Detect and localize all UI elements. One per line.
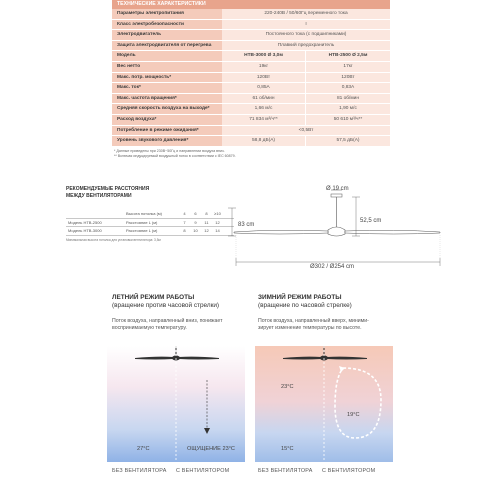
distances-value: 14 [215,228,220,233]
distances-row [66,219,234,228]
distances-value: 12 [204,228,209,233]
spec-row [112,30,390,41]
summer-desc-line: воспринимаемую температуру. [112,325,187,331]
distances-note: Минимальная высота потолка для установки вентилятора: 3,5м [66,237,161,242]
spec-row [112,115,390,126]
spec-row-label: Макс. частота вращения* [112,94,222,104]
spec-table-title: ТЕХНИЧЕСКИЕ ХАРАКТЕРИСТИКИ [112,0,390,9]
spec-row [112,51,390,62]
spec-row-value-htv2500: 1,90 м/с [306,104,390,114]
distances-row [66,210,234,219]
winter-subtitle: (вращение по часовой стрелке) [258,302,352,309]
spec-row-label: Потребление в режиме ожидания* [112,126,222,136]
spec-row-value-htv3000: 0,85А [222,83,306,93]
summer-subtitle: (вращение против часовой стрелки) [112,302,220,309]
fan-dimension-drawing [228,178,448,278]
dim-blade-span: Ø302 / Ø254 cm [310,264,355,270]
fan-outline [228,178,448,278]
spec-row-value-htv3000: 19кг [222,62,306,72]
distances-value: 9 [194,219,197,225]
summer-caption-right: С ВЕНТИЛЯТОРОМ [176,468,230,474]
spec-row-label: Модель [112,51,222,61]
spec-note: * Данные приведены при 230В~50Гц и направлении воздуха вниз. [114,148,225,153]
distances-value: 4 [183,211,186,216]
summer-description [112,318,262,332]
distances-value: 8 [205,211,208,216]
spec-row-value-htv2500: 57,5 дБ(А) [306,136,390,146]
spec-row-value-htv3000: 61 об/мин [222,94,306,104]
spec-row-label: Защита электродвигателя от перегрева [112,41,222,51]
distances-param: Расстояние L (м) [126,219,158,225]
spec-row [112,94,390,105]
winter-desc-line: Поток воздуха, направленный вверх, миними- [258,318,369,324]
spec-row-label: Средняя скорость воздуха на выходе* [112,104,222,114]
spec-row-label: Электродвигатель [112,30,222,40]
dim-top-diameter: Ø 19 cm [326,186,349,192]
dim-total-height: 83 cm [238,222,255,228]
winter-desc-line: зирует изменение температуры по высоте. [258,325,362,331]
spec-row [112,41,390,52]
spec-row-value-htv3000: 71 834 м³/ч** [222,115,306,125]
spec-row-value-htv3000: НТВ-3000 Ø 3,0м [222,51,306,61]
spec-row-label: Вес нетто [112,62,222,72]
distances-model: Модель НТВ-3000 [68,228,102,233]
summer-temp-left: 27°C [137,446,150,452]
spec-table [112,0,390,159]
spec-row-label: Макс. потр. мощность* [112,73,222,83]
summer-fan-illustration [107,346,245,462]
distances-table [66,210,234,242]
winter-fan-illustration [255,346,393,462]
distances-value: 10 [193,228,198,233]
spec-row-value-htv2500: 0,83А [306,83,390,93]
spec-row [112,62,390,73]
spec-note: ** Включая индуцируемый воздушный поток в соответствии с IEC 60879. [114,153,236,158]
spec-row-value: Постоянного тока (с подшипниками) [222,30,390,40]
spec-row-value-htv3000: 120Вт [222,73,306,83]
spec-row [112,20,390,31]
spec-row [112,126,390,137]
winter-caption-right: С ВЕНТИЛЯТОРОМ [322,468,376,474]
spec-notes [112,149,390,159]
spec-row-label: Параметры электропитания [112,9,222,19]
spec-row-value-htv2500: 50 610 м³/ч** [306,115,390,125]
winter-description [258,318,408,332]
distances-param: Высота потолка (м) [126,211,162,216]
spec-row [112,104,390,115]
spec-row [112,136,390,147]
dim-mount-height: 52,5 cm [360,218,382,224]
summer-title-text: ЛЕТНИЙ РЕЖИМ РАБОТЫ [112,294,195,301]
winter-temp-bottom: 15°C [281,446,294,452]
spec-row-value: Плавкий предохранитель [222,41,390,51]
distances-row [66,227,234,236]
summer-panel [107,346,245,462]
spec-row [112,9,390,20]
winter-temp-top: 23°C [281,384,294,390]
distances-value: 6 [194,211,197,216]
distances-title-line: МЕЖДУ ВЕНТИЛЯТОРАМИ [66,192,132,199]
distances-title-line: РЕКОМЕНДУЕМЫЕ РАССТОЯНИЯ [66,186,150,192]
spec-row-label: Расход воздуха* [112,115,222,125]
summer-caption-left: БЕЗ ВЕНТИЛЯТОРА [112,468,167,474]
spec-row-label: Макс. ток* [112,83,222,93]
summer-desc-line: Поток воздуха, направленный вниз, понижает [112,318,223,324]
distances-value: 7 [183,219,186,225]
spec-row-label: Уровень звукового давления* [112,136,222,146]
summer-temp-right: ОЩУЩЕНИЕ 23°C [187,446,235,452]
spec-row-value-htv2500: 120Вт [306,73,390,83]
spec-row-value: <0,5Вт [222,126,390,136]
spec-row-value: 220-240В / 50/60Гц переменного тока [222,9,390,19]
spec-row-value: I [222,20,390,30]
distances-param: Расстояние L (м) [126,228,158,233]
spec-row-value-htv2500: 17кг [306,62,390,72]
distances-value: 11 [204,219,209,225]
spec-row-value-htv2500: НТВ-2500 Ø 2,5м [306,51,390,61]
distances-model: Модель НТВ-2500 [68,219,102,225]
winter-title [258,294,352,310]
spec-row [112,73,390,84]
spec-row-label: Класс электробезопасности [112,20,222,30]
distances-title [66,186,149,199]
winter-panel [255,346,393,462]
distances-value: 12 [215,219,220,225]
winter-temp-right: 19°C [347,412,360,418]
distances-value: ≥10 [214,211,221,216]
summer-title [112,294,219,310]
spec-row [112,83,390,94]
winter-caption-left: БЕЗ ВЕНТИЛЯТОРА [258,468,313,474]
distances-model [66,210,124,218]
spec-row-value-htv3000: 58,8 дБ(А) [222,136,306,146]
distances-value: 8 [183,228,186,233]
spec-row-value-htv3000: 1,66 м/с [222,104,306,114]
spec-row-value-htv2500: 81 об/мин [306,94,390,104]
winter-title-text: ЗИМНИЙ РЕЖИМ РАБОТЫ [258,294,342,301]
